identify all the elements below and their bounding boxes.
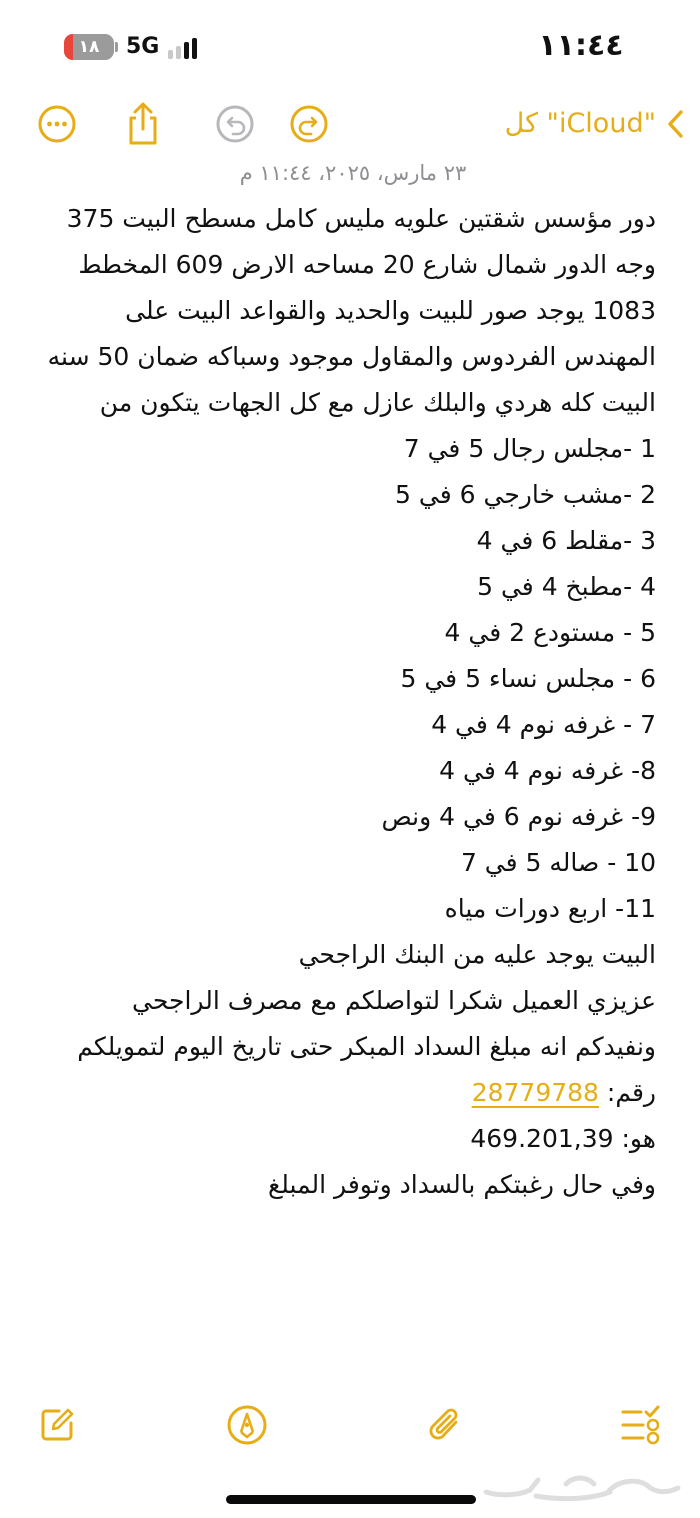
- ellipsis-circle-icon: [37, 104, 77, 144]
- bottom-toolbar: [0, 1400, 700, 1460]
- room-item-3: 3 -مقلط 6 في 4: [476, 526, 656, 555]
- closing-line: وفي حال رغبتكم بالسداد وتوفر المبلغ: [267, 1170, 656, 1199]
- signal-strength-icon: [168, 37, 208, 59]
- back-to-icloud-button[interactable]: [505, 102, 684, 146]
- haraj-logo-watermark: [478, 1466, 688, 1506]
- redo-button[interactable]: [286, 96, 332, 152]
- room-item-9: 9- غرفه نوم 6 في 4 ونص: [381, 802, 656, 831]
- note-paragraph: دور مؤسس شقتين علويه مليس كامل مسطح البيت 375 وجه الدور شمال شارع 20 مساحه الارض 609 المخطط 1083 يوجد صور للبيت والحديد والقواعد البيت على المهندس الفردوس والمقاول موجود وسباكه ضمان 50 سنه البيت كله هردي والبلك عازل مع كل الجهات يتكون من: [47, 204, 656, 417]
- room-item-7: 7 - غرفه نوم 4 في 4: [431, 710, 656, 739]
- attach-button[interactable]: [420, 1400, 470, 1450]
- share-icon: [123, 101, 163, 147]
- status-time: ١١:٤٤: [538, 28, 624, 63]
- battery-indicator: [64, 34, 114, 60]
- note-date: ٢٣ مارس، ٢٠٢٥، ١١:٤٤ م: [239, 161, 467, 185]
- network-label: 5G: [126, 34, 160, 59]
- back-label: كل "iCloud": [504, 108, 656, 139]
- bank-line: البيت يوجد عليه من البنك الراجحي: [298, 940, 656, 969]
- markup-button[interactable]: [222, 1400, 272, 1450]
- room-item-5: 5 - مستودع 2 في 4: [444, 618, 656, 647]
- room-item-10: 10 - صاله 5 في 7: [460, 848, 656, 877]
- message-line-1: عزيزي العميل شكرا لتواصلكم مع مصرف الراجحي: [132, 986, 656, 1015]
- amount-line: [42, 1116, 656, 1162]
- home-indicator[interactable]: [226, 1495, 476, 1504]
- status-bar: [0, 0, 700, 80]
- finance-number-line: [42, 1070, 656, 1116]
- checklist-icon: [619, 1403, 663, 1447]
- chevron-left-icon: [666, 109, 684, 139]
- note-body[interactable]: [42, 196, 656, 1208]
- redo-icon: [289, 104, 329, 144]
- room-item-6: 6 - مجلس نساء 5 في 5: [400, 664, 656, 693]
- new-note-button[interactable]: [32, 1400, 82, 1450]
- battery-label: ١٨: [78, 37, 100, 57]
- message-line-2: ونفيدكم انه مبلغ السداد المبكر حتى تاريخ اليوم لتمويلكم: [77, 1032, 656, 1061]
- markup-pen-icon: [226, 1404, 268, 1446]
- undo-icon: [215, 104, 255, 144]
- battery-cap: [115, 42, 118, 52]
- finance-number-link[interactable]: 28779788: [471, 1078, 599, 1107]
- amount-label: هو:: [621, 1124, 656, 1153]
- room-item-4: 4 -مطبخ 4 في 5: [477, 572, 656, 601]
- finance-number-label: رقم:: [606, 1078, 656, 1107]
- room-item-2: 2 -مشب خارجي 6 في 5: [395, 480, 656, 509]
- room-item-11: 11- اربع دورات مياه: [444, 894, 656, 923]
- compose-icon: [37, 1405, 77, 1445]
- room-item-8: 8- غرفه نوم 4 في 4: [439, 756, 656, 785]
- checklist-button[interactable]: [616, 1400, 666, 1450]
- share-button[interactable]: [120, 96, 166, 152]
- more-button[interactable]: [34, 96, 80, 152]
- note-toolbar: [0, 96, 700, 156]
- amount-value: 469.201,39: [470, 1124, 614, 1153]
- room-item-1: 1 -مجلس رجال 5 في 7: [403, 434, 656, 463]
- paperclip-icon: [425, 1404, 465, 1446]
- undo-button[interactable]: [212, 96, 258, 152]
